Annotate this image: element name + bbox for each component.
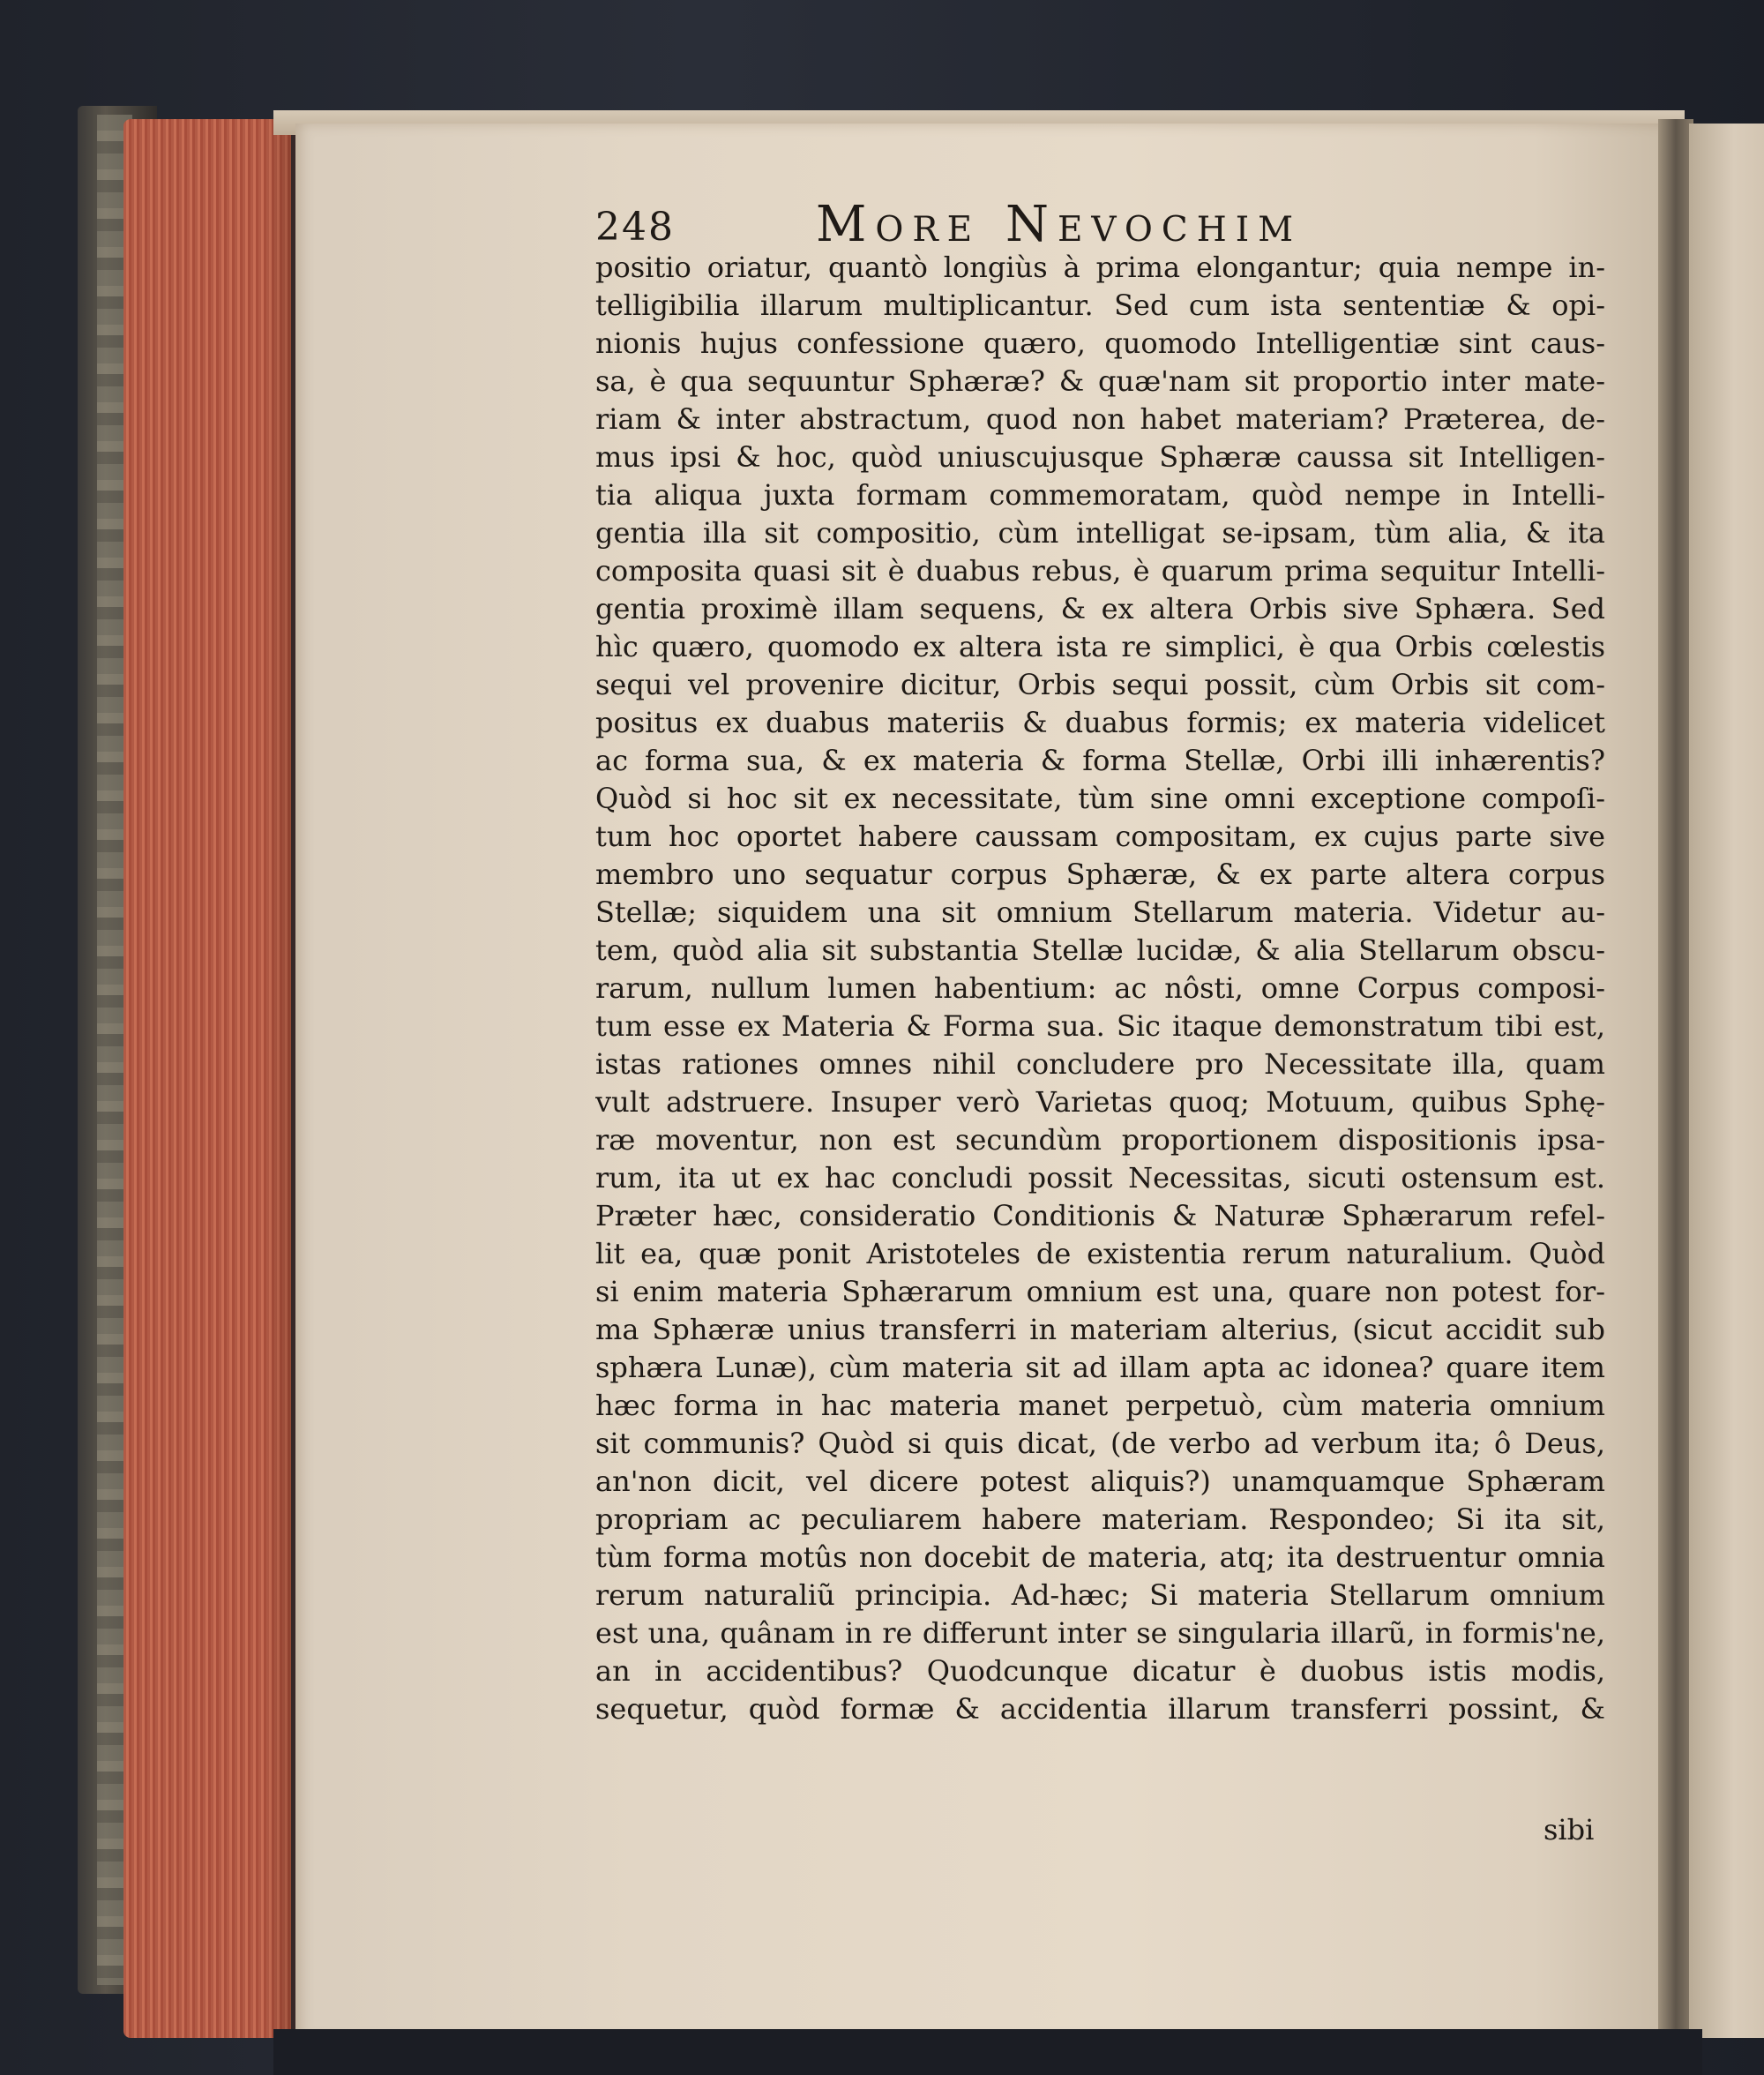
text-line: ræ moventur, non est secundùm proportionem dispositionis ipsa- [595,1123,1605,1157]
text-line: telligibilia illarum multiplicantur. Sed cum ista sententiæ & opi- [595,288,1605,322]
text-line: sphæra Lunæ), cùm materia sit ad illam apta ac idonea? quare item [595,1351,1605,1384]
text-line: rarum, nullum lumen habentium: ac nôsti, omne Corpus composi- [595,971,1605,1005]
text-line: est una, quânam in re differunt inter se singularia illarũ, in formis'ne, [595,1616,1605,1650]
text-line: gentia proximè illam sequens, & ex altera Orbis sive Sphæra. Sed [595,592,1605,625]
text-line: an in accidentibus? Quodcunque dicatur è duobus istis modis, [595,1654,1605,1688]
text-line: Præter hæc, consideratio Conditionis & Naturæ Sphærarum refel- [595,1199,1605,1232]
text-line: rerum naturaliũ principia. Ad-hæc; Si materia Stellarum omnium [595,1578,1605,1612]
text-line: si enim materia Sphærarum omnium est una, quare non potest for- [595,1275,1605,1308]
page-number: 248 [595,205,675,250]
text-line: ac forma sua, & ex materia & forma Stellæ, Orbi illi inhærentis? [595,744,1605,777]
text-line: hæc forma in hac materia manet perpetuò, cùm materia omnium [595,1389,1605,1422]
text-line: mus ipsi & hoc, quòd uniuscujusque Sphæræ caussa sit Intelligen- [595,440,1605,474]
text-line: Quòd si hoc sit ex necessitate, tùm sine omni exceptione compoſi- [595,782,1605,815]
text-line: propriam ac peculiarem habere materiam. Respondeo; Si ita sit, [595,1502,1605,1536]
text-line: sequi vel provenire dicitur, Orbis sequi possit, cùm Orbis sit com- [595,668,1605,701]
text-line: riam & inter abstractum, quod non habet materiam? Præterea, de- [595,402,1605,436]
text-line: sequetur, quòd formæ & accidentia illarum transferri possint, & [595,1692,1605,1726]
catchword: sibi [1544,1813,1595,1847]
text-line: istas rationes omnes nihil concludere pro Necessitate illa, quam [595,1047,1605,1081]
text-line: hìc quæro, quomodo ex altera ista re simplici, è qua Orbis cœlestis [595,630,1605,663]
text-line: sa, è qua sequuntur Sphæræ? & quæ'nam sit proportio inter mate- [595,364,1605,398]
running-title: More Nevochim [816,196,1303,253]
book-gutter [1658,119,1693,2038]
text-line: lit ea, quæ ponit Aristoteles de existentia rerum naturalium. Quòd [595,1237,1605,1270]
text-line: rum, ita ut ex hac concludi possit Necessitas, sicuti ostensum est. [595,1161,1605,1195]
text-line: Stellæ; siquidem una sit omnium Stellarum materia. Videtur au- [595,895,1605,929]
text-line: positus ex duabus materiis & duabus formis; ex materia videlicet [595,706,1605,739]
text-line: gentia illa sit compositio, cùm intelligat se-ipsam, tùm alia, & ita [595,516,1605,550]
body-text [595,249,1605,1728]
text-line: sit communis? Quòd si quis dicat, (de verbo ad verbum ita; ô Deus, [595,1427,1605,1460]
facing-page [1689,124,1764,2038]
fore-edge-shadow [265,119,300,2038]
running-head [595,196,1636,253]
bottom-shadow [273,2029,1702,2075]
text-line: an'non dicit, vel dicere potest aliquis?) unamquamque Sphæram [595,1464,1605,1498]
text-line: tum hoc oportet habere caussam compositam, ex cujus parte sive [595,820,1605,853]
text-line: tùm forma motûs non docebit de materia, atq; ita destruentur omnia [595,1540,1605,1574]
text-line: tia aliqua juxta formam commemoratam, quòd nempe in Intelli- [595,478,1605,512]
text-line: ma Sphæræ unius transferri in materiam alterius, (sicut accidit sub [595,1313,1605,1346]
text-line: tem, quòd alia sit substantia Stellæ lucidæ, & alia Stellarum obscu- [595,933,1605,967]
text-line: membro uno sequatur corpus Sphæræ, & ex parte altera corpus [595,858,1605,891]
text-line: positio oriatur, quantò longiùs à prima elongantur; quia nempe in- [595,251,1605,284]
text-line: tum esse ex Materia & Forma sua. Sic itaque demonstratum tibi est, [595,1009,1605,1043]
text-line: vult adstruere. Insuper verò Varietas quoq; Motuum, quibus Sphę- [595,1085,1605,1119]
text-line: nionis hujus confessione quæro, quomodo Intelligentiæ sint caus- [595,326,1605,360]
text-line: composita quasi sit è duabus rebus, è quarum prima sequitur Intelli- [595,554,1605,588]
